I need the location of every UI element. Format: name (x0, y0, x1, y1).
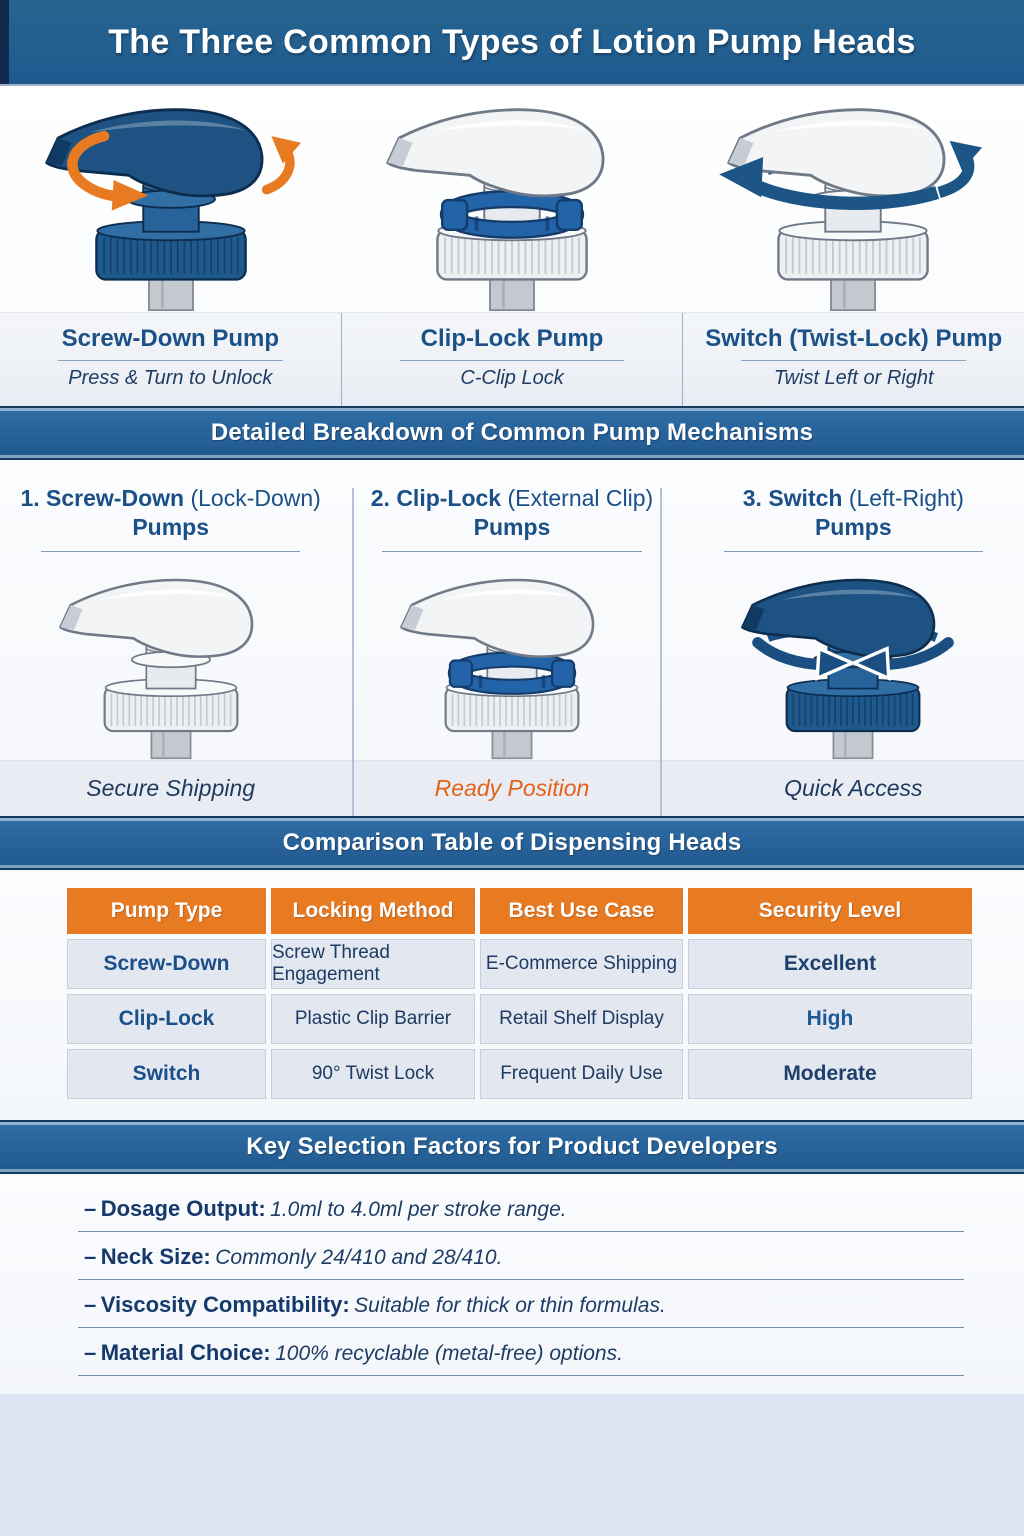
pump-name: Screw-Down Pump (61, 325, 280, 352)
comparison-table-section (0, 870, 1024, 1120)
table-cell: Clip-Lock (67, 994, 266, 1044)
pump-illustrations-row (0, 86, 1024, 312)
pump-caption-screw-down (0, 313, 341, 406)
column-header-best-use-case: Best Use Case (480, 888, 683, 934)
divider (41, 551, 300, 552)
title-banner (0, 0, 1024, 86)
section-title: Key Selection Factors for Product Developers (246, 1133, 778, 1160)
pump-name: Clip-Lock Pump (420, 325, 604, 352)
footer-strip (0, 1394, 1024, 1536)
column-divider (352, 488, 354, 816)
list-item-material-choice: – Material Choice: 100% recyclable (metal-free) options. (78, 1328, 964, 1376)
divider (724, 551, 983, 552)
section-banner-comparison (0, 816, 1024, 870)
pump-subtitle: Press & Turn to Unlock (68, 367, 273, 389)
divider (400, 360, 625, 361)
table-cell: Plastic Clip Barrier (271, 994, 475, 1044)
pump-caption-switch (682, 313, 1024, 406)
breakdown-headers-row (0, 460, 1024, 564)
pump-name: Switch (Twist-Lock) Pump (705, 325, 1003, 352)
clip-lock-pump-icon (352, 94, 672, 312)
table-cell: Frequent Daily Use (480, 1049, 683, 1099)
table-cell: Switch (67, 1049, 266, 1099)
table-cell: E-Commerce Shipping (480, 939, 683, 989)
table-cell: 90° Twist Lock (271, 1049, 475, 1099)
blue-twist-pump-icon (715, 566, 991, 760)
key-factors-list (0, 1174, 1024, 1394)
breakdown-header-switch: 3. Switch (Left-Right) Pumps (683, 484, 1024, 564)
page-title: The Three Common Types of Lotion Pump Heads (108, 22, 916, 61)
breakdown-header-clip-lock: 2. Clip-Lock (External Clip) Pumps (341, 484, 682, 564)
section-banner-breakdown (0, 406, 1024, 460)
caption-quick-access: Quick Access (784, 775, 923, 801)
divider (741, 360, 966, 361)
breakdown-header-screw-down: 1. Screw-Down (Lock-Down) Pumps (0, 484, 341, 564)
caption-ready-position: Ready Position (434, 775, 590, 801)
pump-subtitle: C-Clip Lock (460, 367, 564, 389)
pump-captions-row (0, 312, 1024, 406)
table-cell: Moderate (688, 1049, 972, 1099)
pump-subtitle: Twist Left or Right (773, 367, 934, 389)
caption-secure-shipping: Secure Shipping (86, 775, 256, 801)
column-divider (660, 488, 662, 816)
column-header-locking-method: Locking Method (271, 888, 475, 934)
table-cell: Excellent (688, 939, 972, 989)
section-title: Comparison Table of Dispensing Heads (282, 829, 742, 856)
switch-twist-lock-pump-icon (693, 94, 1013, 312)
breakdown-figures-row (0, 564, 1024, 760)
white-pump-icon (33, 566, 309, 760)
column-header-security-level: Security Level (688, 888, 972, 934)
table-cell: Retail Shelf Display (480, 994, 683, 1044)
section-banner-key-factors (0, 1120, 1024, 1174)
section-title: Detailed Breakdown of Common Pump Mechanisms (210, 419, 814, 446)
list-item-neck-size: – Neck Size: Commonly 24/410 and 28/410. (78, 1232, 964, 1280)
divider (382, 551, 641, 552)
table-cell: Screw-Down (67, 939, 266, 989)
table-cell: Screw Thread Engagement (271, 939, 475, 989)
breakdown-captions-row (0, 760, 1024, 816)
white-clip-pump-icon (374, 566, 650, 760)
list-item-viscosity: – Viscosity Compatibility: Suitable for thick or thin formulas. (78, 1280, 964, 1328)
list-item-dosage-output: – Dosage Output: 1.0ml to 4.0ml per stroke range. (78, 1184, 964, 1232)
pump-caption-clip-lock (341, 313, 683, 406)
title-left-edge-decoration (0, 0, 9, 84)
divider (58, 360, 283, 361)
table-cell: High (688, 994, 972, 1044)
breakdown-section (0, 460, 1024, 816)
comparison-table (67, 888, 957, 1099)
screw-down-pump-icon (11, 94, 331, 312)
column-header-pump-type: Pump Type (67, 888, 266, 934)
